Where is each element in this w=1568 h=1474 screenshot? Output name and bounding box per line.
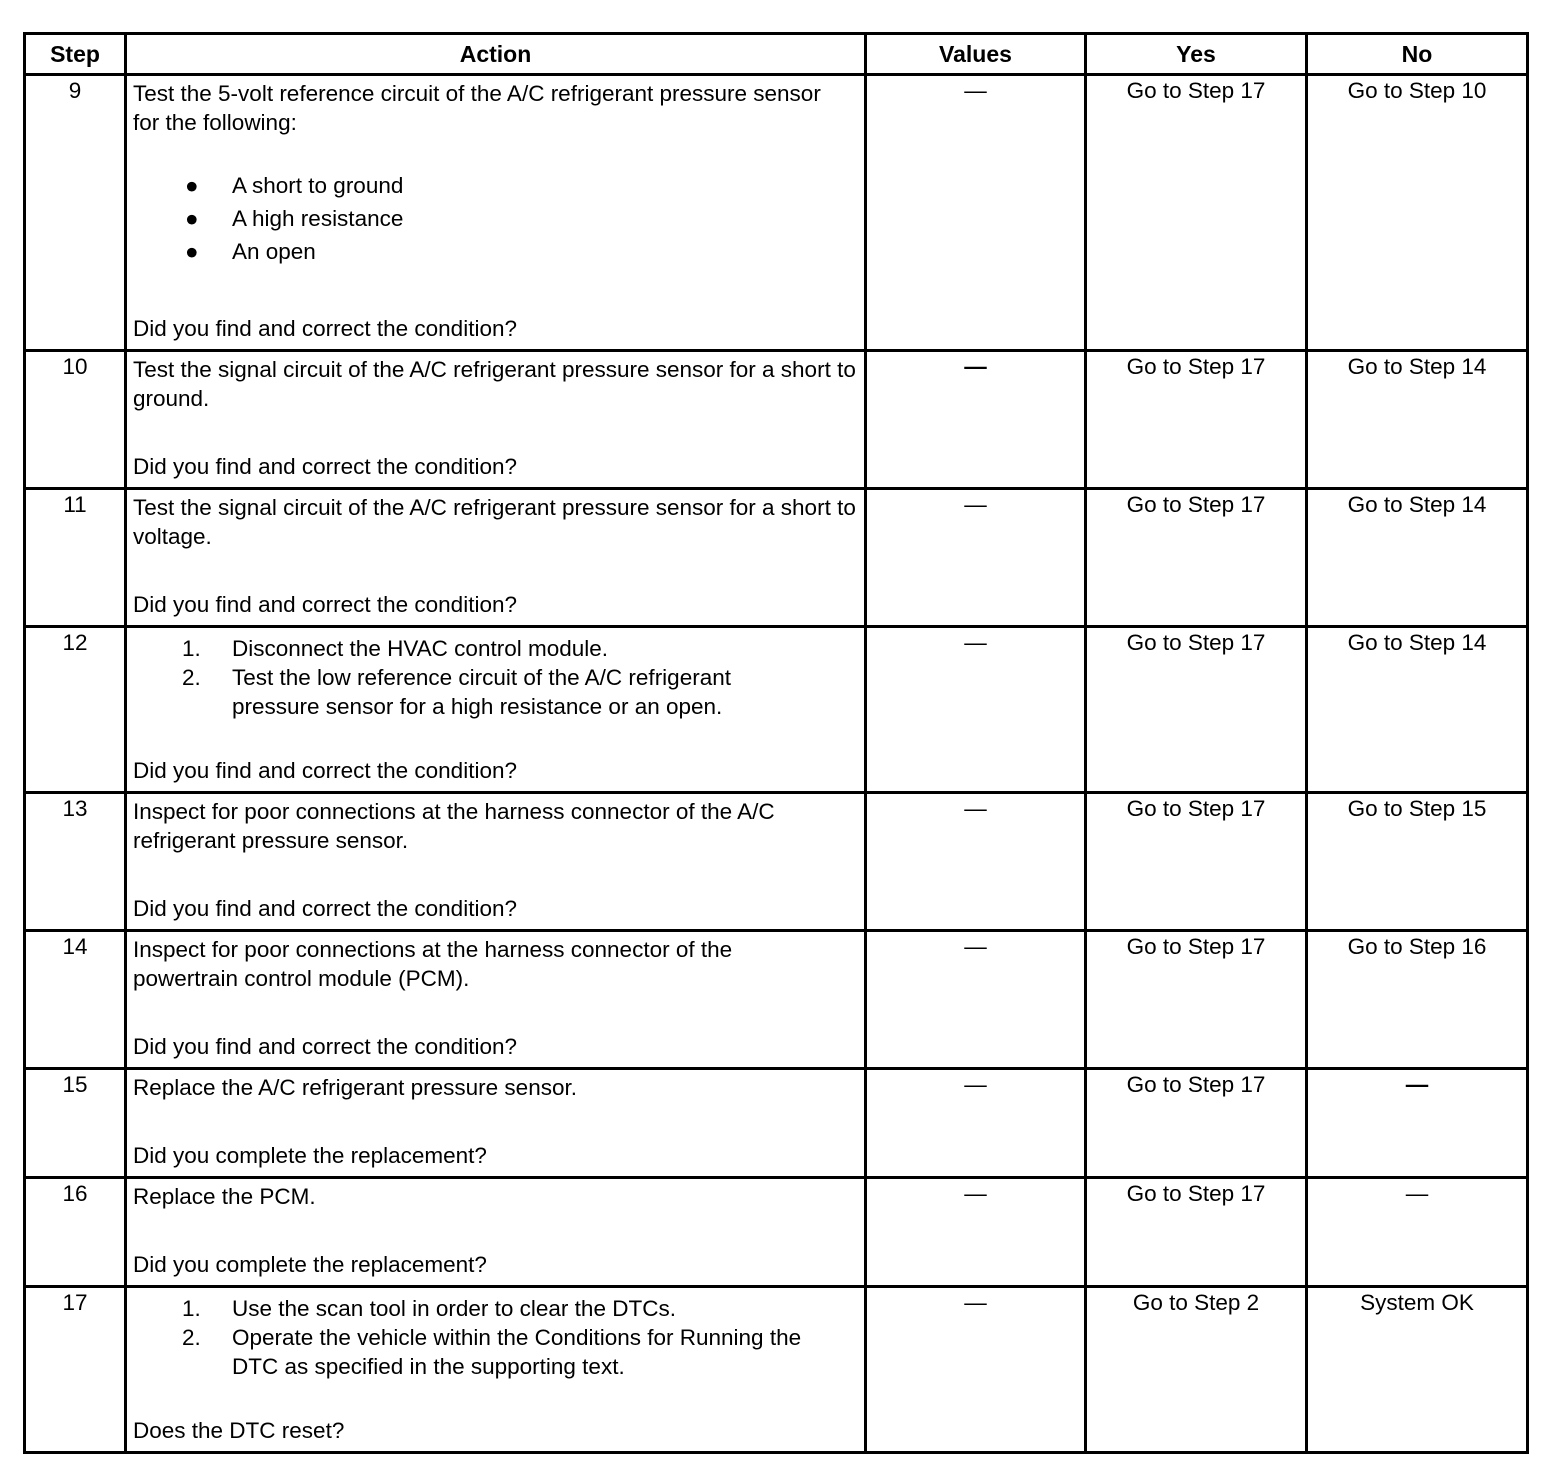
step-number: 13 xyxy=(25,793,126,931)
values-cell: — xyxy=(866,1178,1086,1287)
no-cell: Go to Step 10 xyxy=(1307,75,1528,351)
numbered-list xyxy=(127,628,864,721)
action-cell xyxy=(126,1069,866,1178)
action-instruction: Replace the PCM. xyxy=(133,1184,316,1209)
action-instruction: Inspect for poor connections at the harness connector of the A/C refrigerant pressure sensor. xyxy=(133,799,775,853)
action-question: Did you complete the replacement? xyxy=(133,1252,487,1277)
action-cell xyxy=(126,1287,866,1453)
bullet-icon: ● xyxy=(185,173,199,198)
no-cell: Go to Step 14 xyxy=(1307,627,1528,793)
yes-cell: Go to Step 17 xyxy=(1086,931,1307,1069)
list-item: ● A short to ground xyxy=(127,169,864,202)
no-cell: Go to Step 15 xyxy=(1307,793,1528,931)
action-cell xyxy=(126,1178,866,1287)
step-number: 17 xyxy=(25,1287,126,1453)
step-number: 14 xyxy=(25,931,126,1069)
action-cell xyxy=(126,931,866,1069)
header-yes: Yes xyxy=(1086,34,1307,75)
table-row xyxy=(25,1178,1528,1287)
table-row xyxy=(25,1287,1528,1453)
list-item: 2. Test the low reference circuit of the A/C refrigerant pressure sensor for a high resistance or an open. xyxy=(182,665,731,719)
yes-cell: Go to Step 17 xyxy=(1086,1178,1307,1287)
no-cell: Go to Step 14 xyxy=(1307,351,1528,489)
step-number: 9 xyxy=(25,75,126,351)
bullet-icon: ● xyxy=(185,206,199,231)
action-question: Did you find and correct the condition? xyxy=(133,592,517,617)
action-instruction: Test the signal circuit of the A/C refrigerant pressure sensor for a short to ground. xyxy=(133,357,856,411)
table-row xyxy=(25,1069,1528,1178)
action-question: Did you find and correct the condition? xyxy=(133,316,517,341)
bullet-list xyxy=(127,169,864,268)
action-instruction: Replace the A/C refrigerant pressure sensor. xyxy=(133,1075,577,1100)
action-instruction: Test the 5-volt reference circuit of the A/C refrigerant pressure sensor for the following: xyxy=(133,81,821,135)
header-step: Step xyxy=(25,34,126,75)
step-number: 16 xyxy=(25,1178,126,1287)
action-instruction: Test the signal circuit of the A/C refrigerant pressure sensor for a short to voltage. xyxy=(133,495,856,549)
action-cell xyxy=(126,793,866,931)
yes-cell: Go to Step 17 xyxy=(1086,489,1307,627)
table-row xyxy=(25,627,1528,793)
action-instruction: Inspect for poor connections at the harness connector of the powertrain control module (PCM). xyxy=(133,937,733,991)
list-item: 1. Use the scan tool in order to clear the DTCs. xyxy=(182,1296,676,1321)
list-item: ● A high resistance xyxy=(127,202,864,235)
values-cell: — xyxy=(866,931,1086,1069)
action-question: Did you complete the replacement? xyxy=(133,1143,487,1168)
step-number: 15 xyxy=(25,1069,126,1178)
header-action: Action xyxy=(126,34,866,75)
table-row xyxy=(25,351,1528,489)
action-question: Did you find and correct the condition? xyxy=(133,454,517,479)
numbered-list xyxy=(127,1288,864,1381)
values-cell: — xyxy=(866,627,1086,793)
no-cell: System OK xyxy=(1307,1287,1528,1453)
action-cell xyxy=(126,627,866,793)
table-row xyxy=(25,489,1528,627)
list-item: 2. Operate the vehicle within the Conditions for Running the DTC as specified in the supporting text. xyxy=(182,1325,802,1379)
action-question: Does the DTC reset? xyxy=(133,1418,345,1443)
step-number: 12 xyxy=(25,627,126,793)
action-cell xyxy=(126,75,866,351)
no-cell: — xyxy=(1307,1178,1528,1287)
values-cell: — xyxy=(866,793,1086,931)
values-cell: — xyxy=(866,1069,1086,1178)
list-item: ● An open xyxy=(127,235,864,268)
action-question: Did you find and correct the condition? xyxy=(133,896,517,921)
list-item: 1. Disconnect the HVAC control module. xyxy=(182,636,609,661)
header-row xyxy=(25,34,1528,75)
values-cell: — xyxy=(866,489,1086,627)
step-number: 10 xyxy=(25,351,126,489)
yes-cell: Go to Step 17 xyxy=(1086,1069,1307,1178)
action-question: Did you find and correct the condition? xyxy=(133,1034,517,1059)
yes-cell: Go to Step 17 xyxy=(1086,75,1307,351)
values-cell: — xyxy=(866,351,1086,489)
no-cell: Go to Step 14 xyxy=(1307,489,1528,627)
step-number: 11 xyxy=(25,489,126,627)
header-no: No xyxy=(1307,34,1528,75)
yes-cell: Go to Step 2 xyxy=(1086,1287,1307,1453)
action-question: Did you find and correct the condition? xyxy=(133,758,517,783)
action-cell xyxy=(126,351,866,489)
table-row xyxy=(25,793,1528,931)
yes-cell: Go to Step 17 xyxy=(1086,793,1307,931)
values-cell: — xyxy=(866,75,1086,351)
action-cell xyxy=(126,489,866,627)
diagnostic-table xyxy=(23,32,1529,1454)
yes-cell: Go to Step 17 xyxy=(1086,351,1307,489)
no-cell: — xyxy=(1307,1069,1528,1178)
table-row xyxy=(25,75,1528,351)
no-cell: Go to Step 16 xyxy=(1307,931,1528,1069)
header-values: Values xyxy=(866,34,1086,75)
bullet-icon: ● xyxy=(185,239,199,264)
values-cell: — xyxy=(866,1287,1086,1453)
yes-cell: Go to Step 17 xyxy=(1086,627,1307,793)
table-row xyxy=(25,931,1528,1069)
